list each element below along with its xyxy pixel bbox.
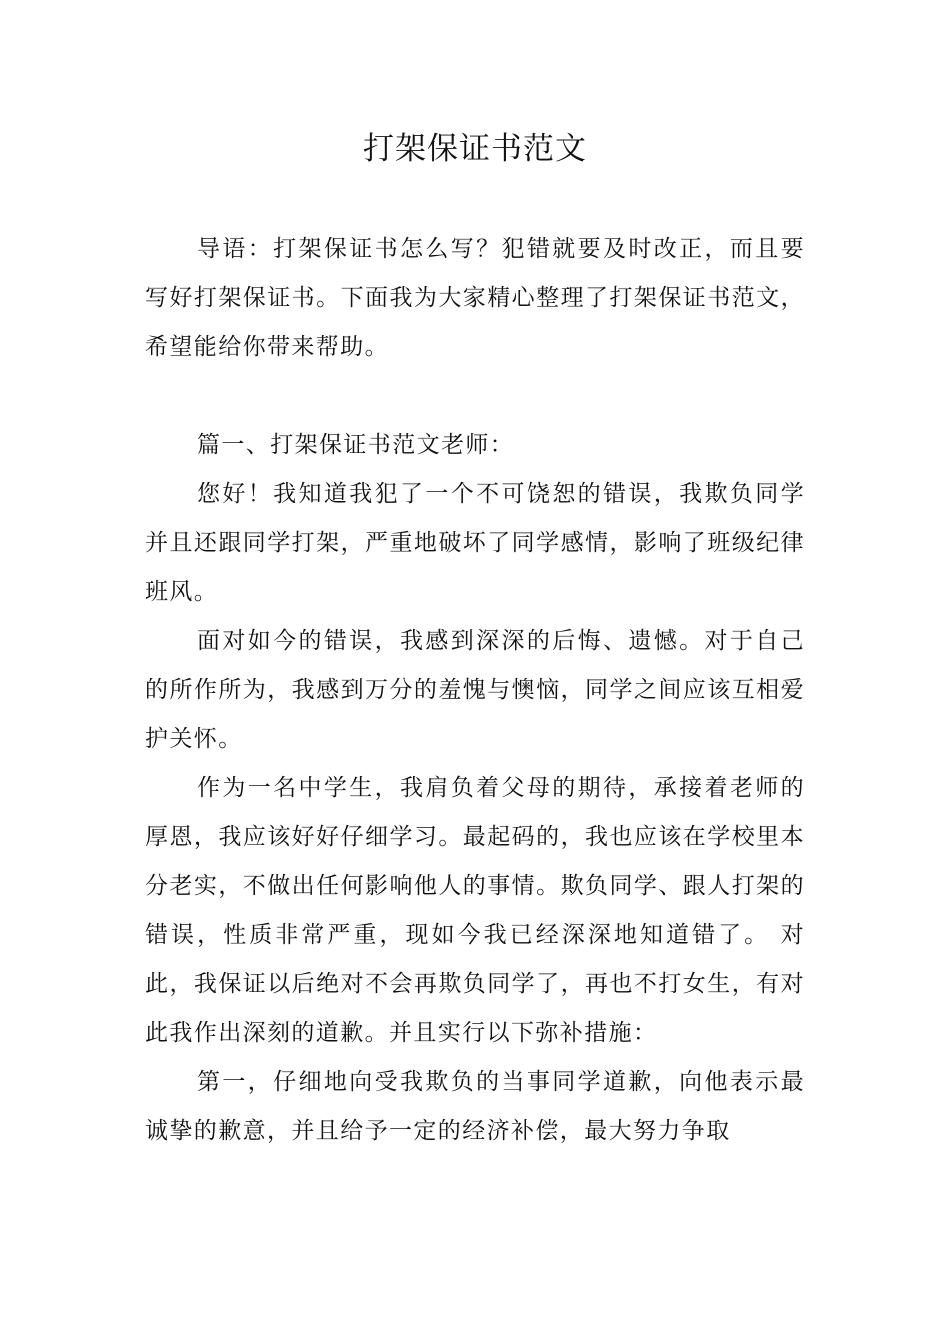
document-title: 打架保证书范文 xyxy=(363,131,587,167)
intro-paragraph: 导语：打架保证书怎么写？犯错就要及时改正，而且要写好打架保证书。下面我为大家精心整理了打架保证书范文，希望能给你带来帮助。 xyxy=(145,236,805,360)
paragraph-spacer xyxy=(145,372,805,421)
document-body xyxy=(145,225,805,1156)
body-paragraph: 您好！我知道我犯了一个不可饶恕的错误，我欺负同学并且还跟同学打架，严重地破坏了同学感情，影响了班级纪律班风。 xyxy=(145,481,805,605)
body-paragraph: 作为一名中学生，我肩负着父母的期待，承接着老师的厚恩，我应该好好仔细学习。最起码的，我也应该在学校里本分老实，不做出任何影响他人的事情。欺负同学、跟人打架的错误，性质非常严重，现如今我已经深深地知道错了。 对此，我保证以后绝对不会再欺负同学了，再也不打女生，有对此我作出深刻的道歉。并且实行以下弥补措施： xyxy=(145,775,805,1046)
body-paragraph: 第一，仔细地向受我欺负的当事同学道歉，向他表示最诚挚的歉意，并且给予一定的经济补偿，最大努力争取 xyxy=(145,1069,805,1144)
body-paragraph: 面对如今的错误，我感到深深的后悔、遗憾。对于自己的所作所为，我感到万分的羞愧与懊恼，同学之间应该互相爱护关怀。 xyxy=(145,628,805,752)
section-heading: 篇一、打架保证书范文老师： xyxy=(197,432,515,458)
